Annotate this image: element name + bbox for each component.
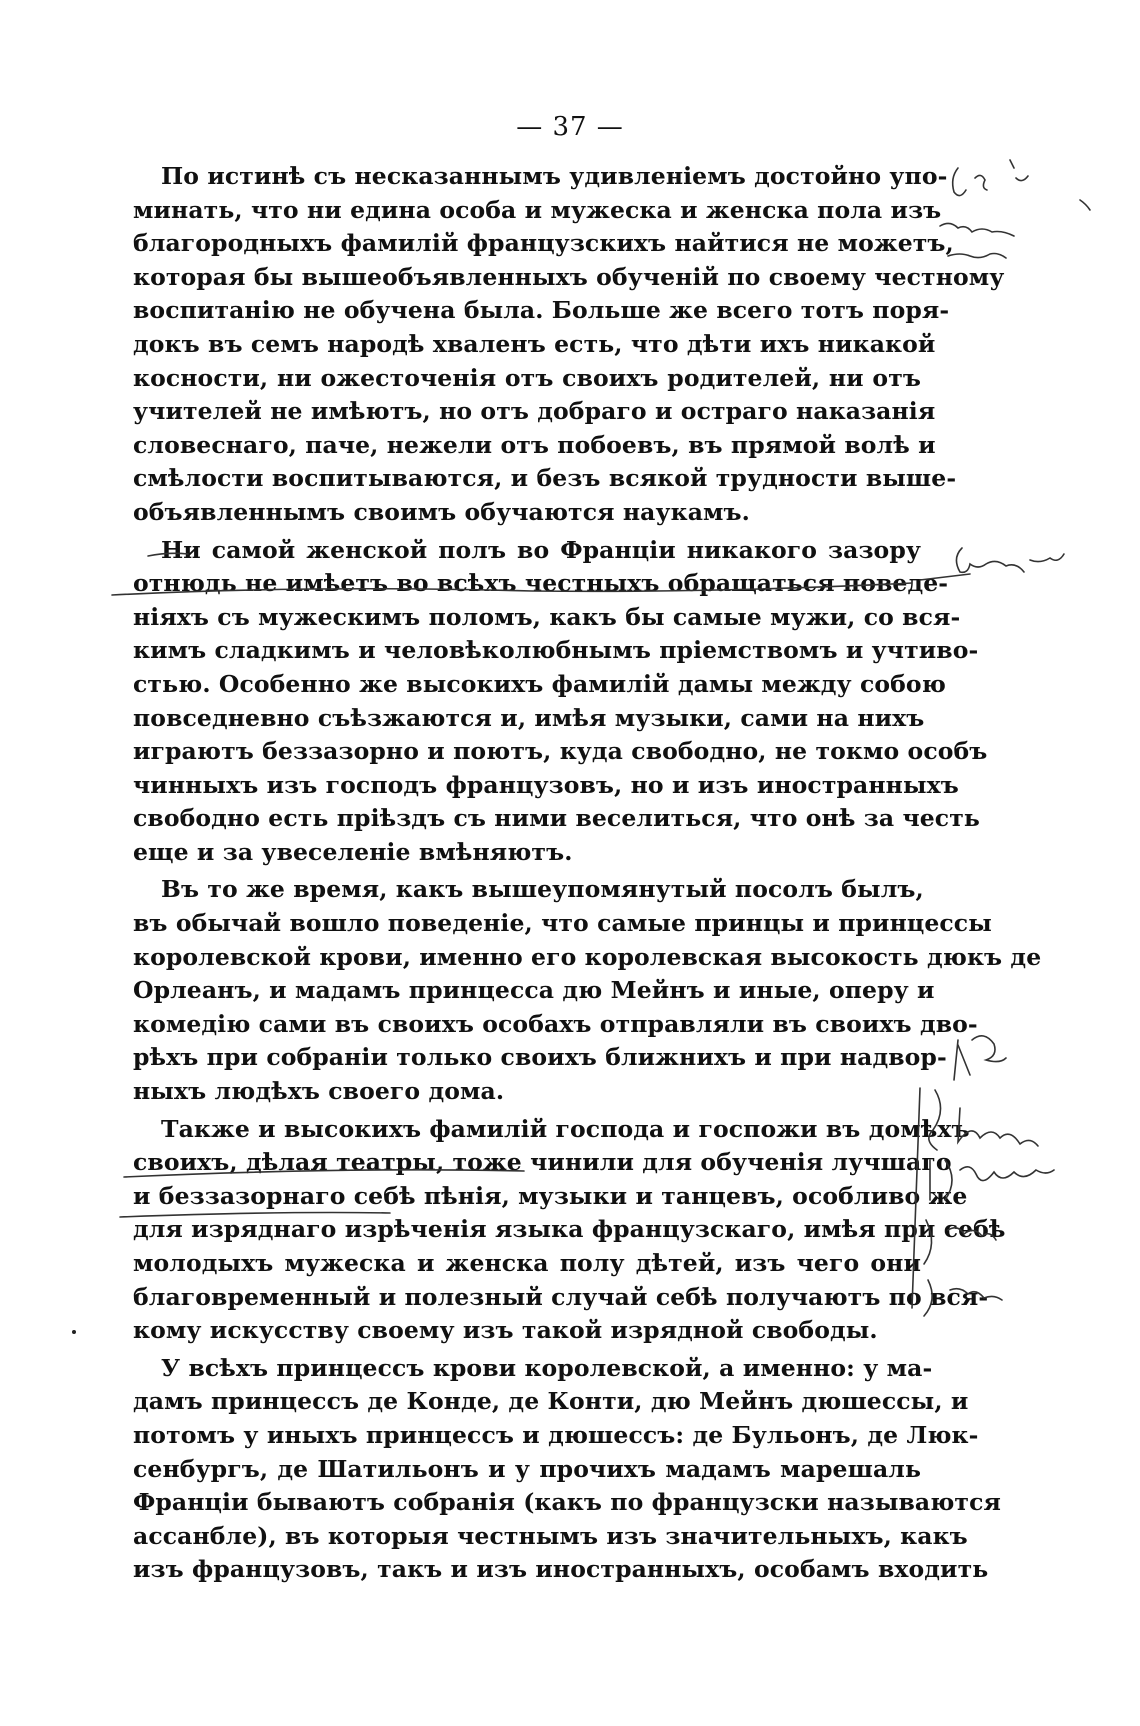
scribble-mark — [1080, 200, 1090, 210]
ink-speck — [72, 1330, 76, 1334]
text-line: косности, ни ожесточенія отъ своихъ родителей, ни отъ — [133, 363, 921, 392]
text-line: молодыхъ мужеска и женска полу дѣтей, изъ чего они — [133, 1249, 921, 1277]
text-line: Франціи бываютъ собранія (какъ по французски называются — [133, 1488, 1001, 1517]
text-line: объявленнымъ своимъ обучаются наукамъ. — [133, 497, 750, 526]
text-line: минать, что ни едина особа и мужеска и женска пола изъ — [133, 195, 942, 224]
text-line: повседневно съѣзжаются и, имѣя музыки, сами на нихъ — [133, 703, 925, 732]
text-line: потомъ у иныхъ принцессъ и дюшессъ: де Бульонъ, де Люк- — [133, 1420, 979, 1449]
scribble-mark — [1030, 554, 1064, 562]
text-line: чинныхъ изъ господъ французовъ, но и изъ иностранныхъ — [133, 770, 959, 799]
text-line: сенбургъ, де Шатильонъ и у прочихъ мадамъ марешаль — [133, 1454, 921, 1483]
paragraph — [133, 1113, 1006, 1348]
text-line: въ обычай вошло поведеніе, что самые принцы и принцессы — [133, 909, 992, 938]
text-line: ныхъ людѣхъ своего дома. — [133, 1077, 505, 1106]
text-line: кому искусству своему изъ такой изрядной свободы. — [133, 1316, 878, 1345]
scribble-mark — [948, 254, 1006, 259]
page-number: — 37 — — [516, 112, 624, 142]
text-line: Въ то же время, какъ вышеупомянутый посолъ былъ, — [161, 875, 924, 904]
text-line: королевской крови, именно его королевская высокость дюкъ де — [133, 942, 1042, 971]
text-line: смѣлости воспитываются, и безъ всякой трудности выше- — [133, 464, 957, 493]
text-line: Также и высокихъ фамилій господа и госпожи въ домѣхъ — [161, 1114, 970, 1143]
text-line: для изряднаго изрѣченія языка французскаго, имѣя при себѣ — [133, 1215, 1006, 1244]
text-line: Ни самой женской полъ во Франціи никакого зазору — [161, 535, 921, 564]
paragraph — [133, 873, 1042, 1108]
text-line: стью. Особенно же высокихъ фамилій дамы между собою — [133, 669, 946, 698]
text-line: дамъ принцессъ де Конде, де Конти, дю Мейнъ дюшессы, и — [133, 1387, 969, 1416]
text-line: воспитанію не обучена была. Больше же всего тотъ поря- — [133, 296, 950, 325]
scribble-mark — [975, 175, 987, 190]
text-line: свободно есть пріѣздъ съ ними веселиться, что онѣ за честь — [133, 804, 980, 833]
scribble-mark — [954, 1036, 1006, 1080]
text-line: играютъ беззазорно и поютъ, куда свободно, не токмо особъ — [133, 737, 988, 766]
text-line: изъ французовъ, такъ и изъ иностранныхъ, особамъ входить — [133, 1555, 989, 1584]
text-line: и беззазорнаго себѣ пѣнія, музыки и танцевъ, особливо же — [133, 1181, 968, 1210]
text-line: еще и за увеселеніе вмѣняютъ. — [133, 837, 573, 866]
paragraph — [133, 534, 988, 870]
text-line: ассанбле), въ которыя честнымъ изъ значительныхъ, какъ — [133, 1521, 968, 1550]
body-text — [133, 160, 1042, 1591]
text-line: комедію сами въ своихъ особахъ отправляли въ своихъ дво- — [133, 1009, 978, 1038]
paragraph — [133, 1352, 1001, 1587]
text-line: докъ въ семъ народѣ хваленъ есть, что дѣти ихъ никакой — [133, 329, 936, 358]
paragraph — [133, 160, 1005, 530]
text-line: У всѣхъ принцессъ крови королевской, а именно: у ма- — [161, 1353, 933, 1382]
text-line: Орлеанъ, и мадамъ принцесса дю Мейнъ и иные, оперу и — [133, 976, 935, 1005]
text-line: ніяхъ съ мужескимъ поломъ, какъ бы самые мужи, со вся- — [133, 602, 961, 631]
text-line: По истинѣ съ несказаннымъ удивленіемъ достойно упо- — [161, 162, 948, 190]
text-line: словеснаго, паче, нежели отъ побоевъ, въ прямой волѣ и — [133, 430, 936, 459]
scribble-mark — [1010, 160, 1028, 181]
scribble-mark — [956, 548, 1024, 572]
text-line: благовременный и полезный случай себѣ получаютъ по вся- — [133, 1282, 989, 1311]
scribble-mark — [953, 168, 966, 196]
text-line: своихъ, дѣлая театры, тоже чинили для обученія лучшаго — [133, 1148, 952, 1177]
text-line: учителей не имѣютъ, но отъ добраго и остраго наказанія — [133, 397, 936, 426]
text-line: отнюдь не имѣетъ во всѣхъ честныхъ обращаться поведе- — [133, 569, 949, 598]
text-line: которая бы вышеобъявленныхъ обученій по своему честному — [133, 262, 1005, 291]
text-line: благородныхъ фамилій французскихъ найтися не можетъ, — [133, 229, 954, 258]
text-line: рѣхъ при собраніи только своихъ ближнихъ и при надвор- — [133, 1043, 947, 1072]
text-line: кимъ сладкимъ и человѣколюбнымъ пріемствомъ и учтиво- — [133, 636, 979, 665]
